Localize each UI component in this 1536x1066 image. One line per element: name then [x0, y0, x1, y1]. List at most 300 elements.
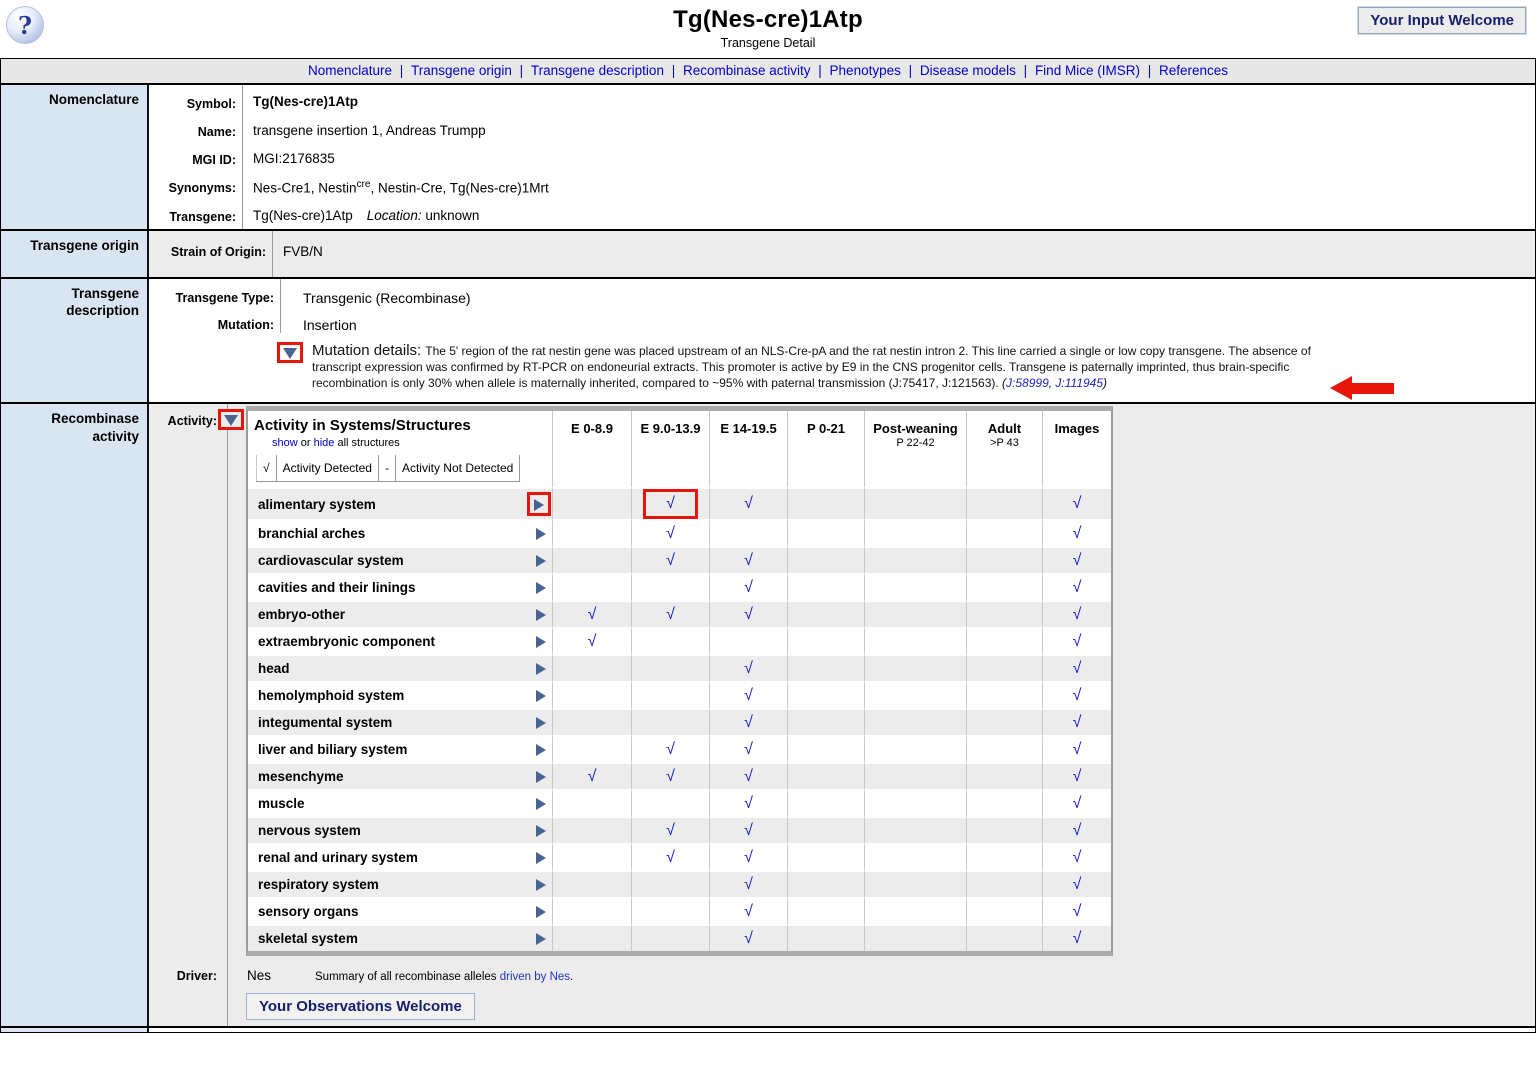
checkmark[interactable]: √	[1072, 794, 1082, 812]
activity-empty-cell	[552, 924, 631, 951]
checkmark[interactable]: √	[744, 578, 753, 596]
checkmark[interactable]: √	[1072, 713, 1082, 731]
activity-row	[248, 735, 1111, 762]
name-label: Name:	[149, 116, 243, 144]
driver-label: Driver:	[176, 969, 217, 984]
activity-detected-cell[interactable]	[1042, 600, 1111, 627]
checkmark[interactable]: √	[1072, 686, 1082, 704]
checkmark[interactable]: √	[1072, 848, 1082, 866]
activity-detected-cell[interactable]	[709, 600, 787, 627]
synonyms-label: Synonyms:	[149, 172, 243, 201]
system-name: respiratory system	[258, 877, 379, 893]
activity-empty-cell	[552, 654, 631, 681]
activity-detected-cell[interactable]	[631, 487, 709, 519]
transgene-value	[243, 201, 1535, 229]
synonyms-post: , Nestin-Cre, Tg(Nes-cre)1Mrt	[370, 180, 549, 196]
system-cell	[248, 789, 552, 816]
show-hide-controls	[272, 437, 552, 449]
nav-link-transgene-description[interactable]: Transgene description	[530, 63, 664, 78]
mutation-details-annotation-box	[277, 342, 303, 363]
activity-empty-cell	[787, 870, 864, 897]
system-cell	[248, 681, 552, 708]
system-cell	[248, 627, 552, 654]
checkmark[interactable]: √	[1072, 605, 1082, 623]
activity-empty-cell	[631, 627, 709, 654]
activity-empty-cell	[552, 870, 631, 897]
activity-detected-cell[interactable]	[1042, 843, 1111, 870]
transgene-type-value: Transgenic (Recombinase)	[303, 289, 471, 306]
checkmark[interactable]: √	[587, 605, 597, 623]
legend-detected-label: Activity Detected	[276, 454, 378, 481]
system-cell	[248, 897, 552, 924]
activity-empty-cell	[787, 573, 864, 600]
checkmark[interactable]: √	[744, 794, 753, 812]
mutation-details-text	[312, 341, 1358, 393]
expand-triangle-icon	[536, 798, 546, 810]
or-text: or	[297, 437, 314, 450]
activity-empty-cell	[787, 546, 864, 573]
red-arrow-shaft	[1352, 383, 1394, 394]
activity-detected-cell[interactable]	[709, 762, 787, 789]
expand-triangle-icon	[536, 906, 546, 918]
activity-empty-cell	[966, 870, 1042, 897]
systems-header-cell	[248, 411, 552, 487]
system-name: skeletal system	[258, 931, 358, 947]
activity-empty-cell	[966, 924, 1042, 951]
checkmark[interactable]: √	[1072, 767, 1082, 785]
activity-table-header-row	[248, 411, 1111, 487]
activity-detected-cell[interactable]	[1042, 870, 1111, 897]
col-header-e9-13-9: E 9.0-13.9	[631, 411, 709, 487]
activity-label: Activity:	[167, 414, 217, 429]
origin-section-label: Transgene origin	[1, 231, 149, 277]
driven-by-nes-link[interactable]: driven by Nes	[499, 971, 571, 984]
checkmark[interactable]: √	[587, 632, 597, 650]
activity-detected-cell[interactable]	[1042, 789, 1111, 816]
activity-table-title: Activity in Systems/Structures	[254, 417, 471, 435]
activity-empty-cell	[864, 843, 966, 870]
activity-empty-cell	[552, 487, 631, 519]
refs-separator: ,	[1048, 376, 1056, 391]
system-cell	[248, 600, 552, 627]
collapse-triangle-icon[interactable]	[283, 348, 297, 359]
activity-empty-cell	[631, 924, 709, 951]
system-name: cardiovascular system	[258, 553, 404, 569]
activity-detected-cell[interactable]	[709, 487, 787, 519]
symbol-label: Symbol:	[149, 85, 243, 116]
activity-empty-cell	[966, 789, 1042, 816]
activity-empty-cell	[864, 735, 966, 762]
checkmark[interactable]: √	[587, 767, 597, 785]
activity-empty-cell	[787, 487, 864, 519]
activity-empty-cell	[787, 627, 864, 654]
page-header	[0, 0, 1536, 58]
activity-row	[248, 789, 1111, 816]
checkmark[interactable]: √	[744, 767, 753, 785]
title-block	[0, 6, 1536, 50]
activity-detected-cell[interactable]	[1042, 573, 1111, 600]
content-frame	[0, 58, 1536, 1033]
activity-detected-cell[interactable]	[709, 870, 787, 897]
activity-row	[248, 573, 1111, 600]
activity-empty-cell	[966, 708, 1042, 735]
checkmark[interactable]: √	[1072, 902, 1082, 920]
activity-detected-cell[interactable]	[631, 519, 709, 546]
section-nomenclature	[1, 85, 1535, 229]
reference-link[interactable]: J:58999	[1006, 376, 1049, 391]
activity-empty-cell	[966, 816, 1042, 843]
driver-summary	[315, 971, 573, 983]
expand-structure-icon[interactable]	[536, 933, 546, 945]
checkmark[interactable]: √	[744, 713, 753, 731]
nav-separator: |	[1019, 63, 1031, 78]
activity-empty-cell	[966, 546, 1042, 573]
expand-structure-icon[interactable]	[536, 879, 546, 891]
activity-empty-cell	[864, 897, 966, 924]
activity-detected-cell[interactable]	[1042, 519, 1111, 546]
activity-detected-cell[interactable]	[1042, 681, 1111, 708]
next-section-body	[149, 1028, 1535, 1032]
hide-all-link[interactable]: hide	[313, 437, 335, 450]
section-transgene-origin	[1, 229, 1535, 277]
expand-structure-icon[interactable]	[536, 528, 546, 540]
activity-row	[248, 519, 1111, 546]
activity-detected-cell[interactable]	[631, 762, 709, 789]
activity-empty-cell	[864, 654, 966, 681]
expand-structure-icon[interactable]	[536, 906, 546, 918]
activity-annotation-box	[218, 409, 244, 430]
activity-empty-cell	[864, 546, 966, 573]
expand-triangle-icon	[536, 825, 546, 837]
activity-empty-cell	[787, 843, 864, 870]
activity-empty-cell	[552, 519, 631, 546]
col-header-e14-19-5: E 14-19.5	[709, 411, 787, 487]
activity-detected-cell[interactable]	[709, 546, 787, 573]
expand-structure-icon[interactable]	[536, 717, 546, 729]
activity-empty-cell	[864, 870, 966, 897]
checkmark[interactable]: √	[744, 875, 753, 893]
nav-link-references[interactable]: References	[1158, 63, 1229, 78]
system-name: cavities and their linings	[258, 580, 416, 596]
system-name: renal and urinary system	[258, 850, 418, 866]
activity-empty-cell	[966, 681, 1042, 708]
activity-legend	[256, 453, 520, 482]
expand-triangle-icon	[536, 663, 546, 675]
activity-empty-cell	[864, 789, 966, 816]
checkmark[interactable]: √	[1072, 578, 1082, 596]
activity-empty-cell	[631, 573, 709, 600]
col-header-e0-8-9: E 0-8.9	[552, 411, 631, 487]
activity-empty-cell	[552, 546, 631, 573]
checkmark[interactable]: √	[666, 821, 675, 839]
checkmark[interactable]: √	[666, 740, 675, 758]
activity-detected-cell[interactable]	[552, 627, 631, 654]
activity-row	[248, 600, 1111, 627]
checkmark[interactable]: √	[744, 929, 753, 947]
synonyms-value	[243, 172, 1535, 201]
checkmark[interactable]: √	[666, 524, 675, 542]
mgi-id-value: MGI:2176835	[253, 151, 335, 166]
checkmark[interactable]: √	[744, 821, 753, 839]
activity-detected-cell[interactable]	[709, 708, 787, 735]
system-name: alimentary system	[258, 496, 376, 512]
activity-empty-cell	[787, 519, 864, 546]
section-transgene-description	[1, 277, 1535, 403]
reference-link[interactable]: J:111945	[1055, 376, 1104, 391]
activity-detected-cell[interactable]	[1042, 762, 1111, 789]
activity-empty-cell	[787, 654, 864, 681]
activity-detected-cell[interactable]	[1042, 627, 1111, 654]
expand-structure-icon[interactable]	[536, 636, 546, 648]
mgi-id-label: MGI ID:	[149, 144, 243, 172]
activity-detected-cell[interactable]	[1042, 546, 1111, 573]
activity-row	[248, 546, 1111, 573]
system-name: liver and biliary system	[258, 742, 408, 758]
expand-structure-icon[interactable]	[536, 771, 546, 783]
system-name: mesenchyme	[258, 769, 344, 785]
system-name: branchial arches	[258, 526, 366, 542]
system-name: muscle	[258, 796, 305, 812]
name-value: transgene insertion 1, Andreas Trumpp	[253, 123, 486, 138]
checkmark[interactable]: √	[666, 848, 675, 866]
activity-empty-cell	[552, 816, 631, 843]
checkmark[interactable]: √	[744, 495, 753, 513]
expand-structure-icon-highlighted[interactable]	[527, 492, 551, 516]
transgene-type-label: Transgene Type:	[149, 279, 281, 306]
activity-detected-cell[interactable]	[709, 573, 787, 600]
activity-row	[248, 897, 1111, 924]
location-label: Location:	[366, 207, 422, 223]
expand-structure-icon[interactable]	[536, 582, 546, 594]
checkmark[interactable]: √	[666, 767, 675, 785]
label-divider-line	[227, 404, 228, 1026]
driver-summary-prefix: Summary of all recombinase alleles	[315, 971, 500, 984]
expand-structure-icon[interactable]	[536, 690, 546, 702]
help-icon[interactable]: ?	[6, 6, 44, 44]
activity-empty-cell	[552, 789, 631, 816]
checkmark[interactable]: √	[1072, 875, 1082, 893]
next-section-sidebar	[1, 1028, 149, 1032]
activity-detected-cell[interactable]	[709, 897, 787, 924]
red-arrow-head	[1330, 376, 1352, 400]
nav-link-nomenclature[interactable]: Nomenclature	[307, 63, 393, 78]
symbol-value: Tg(Nes-cre)1Atp	[253, 94, 359, 109]
activity-row	[248, 627, 1111, 654]
activity-empty-cell	[966, 843, 1042, 870]
system-name: sensory organs	[258, 904, 359, 920]
system-cell	[248, 816, 552, 843]
checkmark[interactable]: √	[744, 605, 753, 623]
checkmark[interactable]: √	[1072, 740, 1082, 758]
activity-empty-cell	[864, 573, 966, 600]
col-header-adult: Adult >P 43	[966, 411, 1042, 487]
system-cell	[248, 654, 552, 681]
system-name: integumental system	[258, 715, 393, 731]
checkmark-highlighted[interactable]: √	[643, 489, 698, 519]
activity-empty-cell	[787, 600, 864, 627]
activity-detected-cell[interactable]	[709, 789, 787, 816]
activity-empty-cell	[864, 708, 966, 735]
activity-detected-cell[interactable]	[709, 816, 787, 843]
legend-detected-symbol: √	[257, 454, 277, 481]
your-observations-welcome-button[interactable]: Your Observations Welcome	[246, 993, 475, 1020]
nav-link-recombinase-activity[interactable]: Recombinase activity	[682, 63, 811, 78]
expand-structure-icon[interactable]	[536, 852, 546, 864]
activity-empty-cell	[631, 789, 709, 816]
nomenclature-body	[149, 85, 1535, 229]
activity-empty-cell	[552, 735, 631, 762]
expand-triangle-icon	[536, 717, 546, 729]
checkmark[interactable]: √	[666, 605, 675, 623]
checkmark[interactable]: √	[744, 551, 753, 569]
nav-link-disease-models[interactable]: Disease models	[919, 63, 1016, 78]
transgene-label: Transgene:	[149, 201, 243, 229]
activity-detected-cell[interactable]	[1042, 708, 1111, 735]
activity-detected-cell[interactable]	[709, 654, 787, 681]
activity-empty-cell	[864, 519, 966, 546]
checkmark[interactable]: √	[666, 551, 675, 569]
expand-structure-icon[interactable]	[536, 555, 546, 567]
activity-row	[248, 681, 1111, 708]
nav-separator: |	[396, 63, 408, 78]
expand-triangle-icon	[536, 933, 546, 945]
system-cell	[248, 924, 552, 951]
mutation-label: Mutation:	[149, 306, 281, 333]
driver-value: Nes	[247, 968, 272, 984]
nav-link-phenotypes[interactable]: Phenotypes	[829, 63, 901, 78]
activity-empty-cell	[631, 681, 709, 708]
expand-triangle-icon	[536, 771, 546, 783]
activity-empty-cell	[552, 708, 631, 735]
all-structures-text: all structures	[334, 437, 400, 450]
activity-detected-cell[interactable]	[709, 843, 787, 870]
red-arrow-annotation	[1330, 376, 1394, 400]
system-cell	[248, 870, 552, 897]
nav-separator: |	[515, 63, 527, 78]
activity-empty-cell	[787, 762, 864, 789]
system-cell	[248, 762, 552, 789]
mutation-value: Insertion	[303, 316, 357, 333]
nav-separator: |	[904, 63, 916, 78]
activity-detected-cell[interactable]	[1042, 654, 1111, 681]
activity-empty-cell	[966, 519, 1042, 546]
activity-detected-cell[interactable]	[552, 762, 631, 789]
activity-row	[248, 870, 1111, 897]
checkmark[interactable]: √	[1072, 495, 1082, 513]
next-section-sliver	[1, 1026, 1535, 1032]
activity-detected-cell[interactable]	[709, 735, 787, 762]
expand-structure-icon[interactable]	[536, 663, 546, 675]
checkmark[interactable]: √	[744, 848, 753, 866]
activity-empty-cell	[552, 681, 631, 708]
expand-structure-icon[interactable]	[536, 744, 546, 756]
activity-detected-cell[interactable]	[552, 600, 631, 627]
your-input-welcome-button[interactable]: Your Input Welcome	[1358, 7, 1526, 34]
checkmark[interactable]: √	[744, 740, 753, 758]
activity-row	[248, 762, 1111, 789]
activity-collapse-triangle-icon[interactable]	[224, 415, 238, 426]
mutation-refs	[999, 376, 1107, 390]
driver-row	[149, 968, 1535, 983]
col-header-post-weaning: Post-weaning P 22-42	[864, 411, 966, 487]
activity-empty-cell	[709, 627, 787, 654]
checkmark[interactable]: √	[744, 902, 753, 920]
activity-empty-cell	[552, 843, 631, 870]
nav-link-transgene-origin[interactable]: Transgene origin	[411, 63, 512, 78]
activity-detected-cell[interactable]	[631, 546, 709, 573]
activity-empty-cell	[787, 681, 864, 708]
activity-detected-cell[interactable]	[631, 843, 709, 870]
system-cell	[248, 487, 552, 519]
expand-structure-icon[interactable]	[536, 825, 546, 837]
activity-detected-cell[interactable]	[1042, 735, 1111, 762]
activity-empty-cell	[709, 519, 787, 546]
mutation-details-body: The 5' region of the rat nestin gene was placed upstream of an NLS-Cre-pA and the rat nestin intron 2. This line carried a single or low copy transgene. The absence of transcript expression was confirmed by RT-PCR on endoneurial extracts. This promoter is active by E9 in the CNS progenitor cells. Transgene is paternally imprinted, thus brain-specific recombination is only 30% when allele is maternally inherited, compared to ~95% with paternal transmission (J:75417, J:121563).	[312, 343, 1311, 391]
page-subtitle: Transgene Detail	[720, 36, 816, 50]
nav-links	[308, 63, 1228, 78]
system-name: extraembryonic component	[258, 634, 436, 650]
checkmark[interactable]: √	[1072, 821, 1082, 839]
show-all-link[interactable]: show	[272, 437, 298, 450]
checkmark[interactable]: √	[1072, 551, 1082, 569]
origin-body	[149, 231, 1535, 277]
checkmark[interactable]: √	[1072, 929, 1082, 947]
expand-structure-icon[interactable]	[536, 798, 546, 810]
activity-empty-cell	[966, 487, 1042, 519]
activity-detected-cell[interactable]	[631, 816, 709, 843]
section-recombinase-activity	[1, 402, 1535, 1026]
activity-empty-cell	[966, 654, 1042, 681]
system-cell	[248, 519, 552, 546]
activity-empty-cell	[787, 789, 864, 816]
system-cell	[248, 573, 552, 600]
activity-empty-cell	[864, 762, 966, 789]
expand-triangle-icon	[536, 852, 546, 864]
strain-of-origin-label: Strain of Origin:	[149, 231, 273, 277]
description-section-label: Transgene description	[1, 279, 149, 403]
activity-detected-cell[interactable]	[1042, 487, 1111, 519]
driver-summary-suffix: .	[570, 971, 574, 984]
activity-detected-cell[interactable]	[631, 600, 709, 627]
expand-structure-icon[interactable]	[536, 609, 546, 621]
description-body	[149, 279, 1535, 403]
activity-detected-cell[interactable]	[1042, 897, 1111, 924]
refs-close-paren: )	[1103, 376, 1108, 391]
activity-empty-cell	[966, 600, 1042, 627]
checkmark[interactable]: √	[744, 659, 753, 677]
activity-row	[248, 708, 1111, 735]
activity-detected-cell[interactable]	[1042, 924, 1111, 951]
activity-empty-cell	[966, 573, 1042, 600]
mutation-details-label: Mutation details:	[312, 341, 422, 359]
activity-detected-cell[interactable]	[1042, 816, 1111, 843]
system-cell	[248, 843, 552, 870]
activity-detected-cell[interactable]	[631, 735, 709, 762]
activity-empty-cell	[631, 654, 709, 681]
col-header-images: Images	[1042, 411, 1111, 487]
activity-detected-cell[interactable]	[709, 681, 787, 708]
checkmark[interactable]: √	[1072, 659, 1082, 677]
checkmark[interactable]: √	[1072, 632, 1082, 650]
activity-empty-cell	[966, 897, 1042, 924]
expand-triangle-icon	[536, 528, 546, 540]
activity-empty-cell	[864, 924, 966, 951]
checkmark[interactable]: √	[744, 686, 753, 704]
legend-not-detected-symbol: -	[378, 454, 395, 481]
checkmark[interactable]: √	[1072, 524, 1082, 542]
nav-link-find-mice-imsr-[interactable]: Find Mice (IMSR)	[1034, 63, 1140, 78]
activity-detected-cell[interactable]	[709, 924, 787, 951]
